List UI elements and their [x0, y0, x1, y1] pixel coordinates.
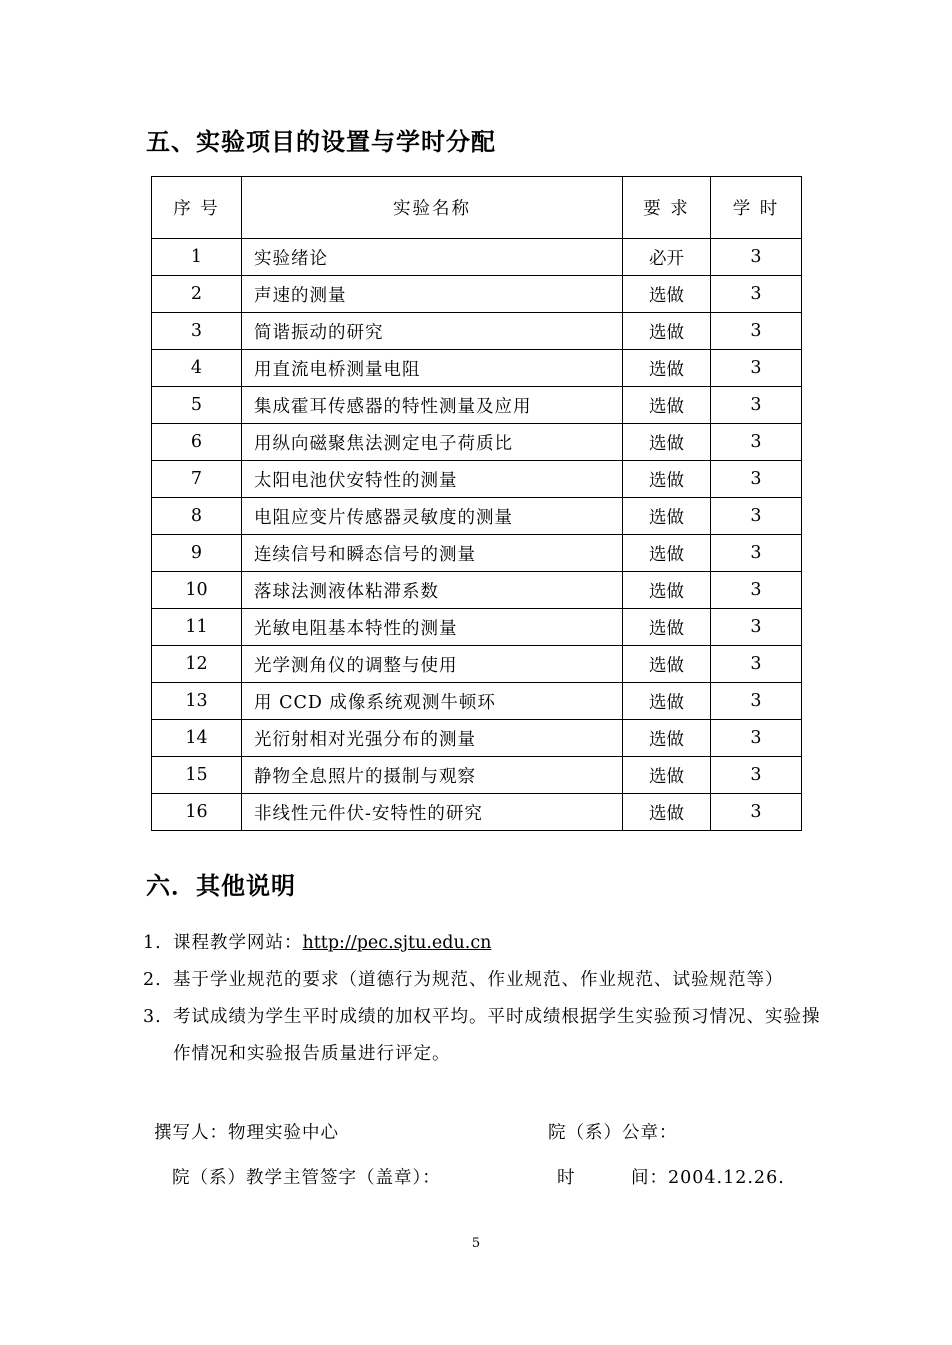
row-hours: 3 [711, 609, 802, 646]
dept-seal-line: 院（系）公章： [548, 1123, 678, 1143]
row-requirement: 选做 [623, 313, 711, 350]
row-requirement: 选做 [623, 757, 711, 794]
author-line: 撰写人：物理实验中心 [154, 1123, 339, 1143]
header-requirement: 要 求 [623, 177, 711, 239]
row-name: 光学测角仪的调整与使用 [242, 646, 623, 683]
row-name: 实验绪论 [242, 239, 623, 276]
table-row [152, 646, 802, 683]
row-requirement: 选做 [623, 276, 711, 313]
row-name: 非线性元件伏-安特性的研究 [242, 794, 623, 831]
row-requirement: 选做 [623, 683, 711, 720]
row-seq: 12 [152, 646, 242, 683]
row-name: 连续信号和瞬态信号的测量 [242, 535, 623, 572]
row-hours: 3 [711, 387, 802, 424]
row-requirement: 选做 [623, 646, 711, 683]
table-row [152, 424, 802, 461]
row-name: 太阳电池伏安特性的测量 [242, 461, 623, 498]
row-hours: 3 [711, 683, 802, 720]
row-name: 用纵向磁聚焦法测定电子荷质比 [242, 424, 623, 461]
note-number: 3. [143, 1007, 162, 1027]
row-name: 用 CCD 成像系统观测牛顿环 [242, 683, 623, 720]
row-name: 光敏电阻基本特性的测量 [242, 609, 623, 646]
note-text: 基于学业规范的要求（道德行为规范、作业规范、作业规范、试验规范等） [173, 970, 784, 990]
row-seq: 1 [152, 239, 242, 276]
date-line: 时 间：2004.12.26. [557, 1168, 785, 1188]
row-hours: 3 [711, 461, 802, 498]
row-requirement: 选做 [623, 794, 711, 831]
table-row [152, 498, 802, 535]
dept-sign-line: 院（系）教学主管签字（盖章）： [172, 1168, 441, 1188]
row-requirement: 选做 [623, 720, 711, 757]
row-hours: 3 [711, 720, 802, 757]
note-item [143, 962, 823, 999]
row-name: 集成霍耳传感器的特性测量及应用 [242, 387, 623, 424]
row-name: 用直流电桥测量电阻 [242, 350, 623, 387]
row-requirement: 选做 [623, 461, 711, 498]
row-hours: 3 [711, 498, 802, 535]
table-header-row [152, 177, 802, 239]
header-seq: 序 号 [152, 177, 242, 239]
row-seq: 2 [152, 276, 242, 313]
course-website-link[interactable]: http://pec.sjtu.edu.cn [302, 933, 492, 953]
row-seq: 3 [152, 313, 242, 350]
row-requirement: 选做 [623, 572, 711, 609]
row-name: 光衍射相对光强分布的测量 [242, 720, 623, 757]
table-row [152, 276, 802, 313]
page-number: 5 [471, 1236, 481, 1251]
row-name: 简谐振动的研究 [242, 313, 623, 350]
row-requirement: 选做 [623, 498, 711, 535]
row-requirement: 选做 [623, 609, 711, 646]
row-hours: 3 [711, 757, 802, 794]
row-seq: 4 [152, 350, 242, 387]
table-row [152, 572, 802, 609]
row-hours: 3 [711, 239, 802, 276]
row-seq: 7 [152, 461, 242, 498]
note-text: 课程教学网站： [173, 933, 303, 953]
table-row [152, 720, 802, 757]
row-seq: 10 [152, 572, 242, 609]
section-title-experiments: 五、实验项目的设置与学时分配 [146, 127, 496, 156]
row-seq: 13 [152, 683, 242, 720]
row-seq: 11 [152, 609, 242, 646]
table-row [152, 609, 802, 646]
section-title-other-notes: 六．其他说明 [146, 871, 296, 900]
row-requirement: 必开 [623, 239, 711, 276]
row-hours: 3 [711, 276, 802, 313]
table-body [152, 239, 802, 831]
table-row [152, 757, 802, 794]
experiment-table [151, 176, 802, 831]
row-name: 电阻应变片传感器灵敏度的测量 [242, 498, 623, 535]
table-row [152, 387, 802, 424]
row-name: 落球法测液体粘滞系数 [242, 572, 623, 609]
table-row [152, 461, 802, 498]
row-hours: 3 [711, 424, 802, 461]
row-name: 静物全息照片的摄制与观察 [242, 757, 623, 794]
table-row [152, 239, 802, 276]
row-seq: 15 [152, 757, 242, 794]
row-requirement: 选做 [623, 535, 711, 572]
row-hours: 3 [711, 313, 802, 350]
notes-list [143, 925, 823, 1073]
row-hours: 3 [711, 535, 802, 572]
row-seq: 8 [152, 498, 242, 535]
header-hours: 学 时 [711, 177, 802, 239]
row-hours: 3 [711, 350, 802, 387]
table-row [152, 350, 802, 387]
row-seq: 6 [152, 424, 242, 461]
table-row [152, 313, 802, 350]
row-hours: 3 [711, 794, 802, 831]
note-text: 考试成绩为学生平时成绩的加权平均。平时成绩根据学生实验预习情况、实验操作情况和实验报告质量进行评定。 [173, 1007, 821, 1064]
table-row [152, 683, 802, 720]
table-row [152, 794, 802, 831]
note-item [143, 999, 823, 1073]
note-item [143, 925, 823, 962]
row-seq: 16 [152, 794, 242, 831]
row-hours: 3 [711, 572, 802, 609]
row-name: 声速的测量 [242, 276, 623, 313]
row-requirement: 选做 [623, 350, 711, 387]
row-seq: 5 [152, 387, 242, 424]
row-seq: 14 [152, 720, 242, 757]
note-number: 1. [143, 933, 162, 953]
row-requirement: 选做 [623, 387, 711, 424]
note-number: 2. [143, 970, 162, 990]
row-hours: 3 [711, 646, 802, 683]
table-row [152, 535, 802, 572]
row-requirement: 选做 [623, 424, 711, 461]
row-seq: 9 [152, 535, 242, 572]
header-name: 实验名称 [242, 177, 623, 239]
